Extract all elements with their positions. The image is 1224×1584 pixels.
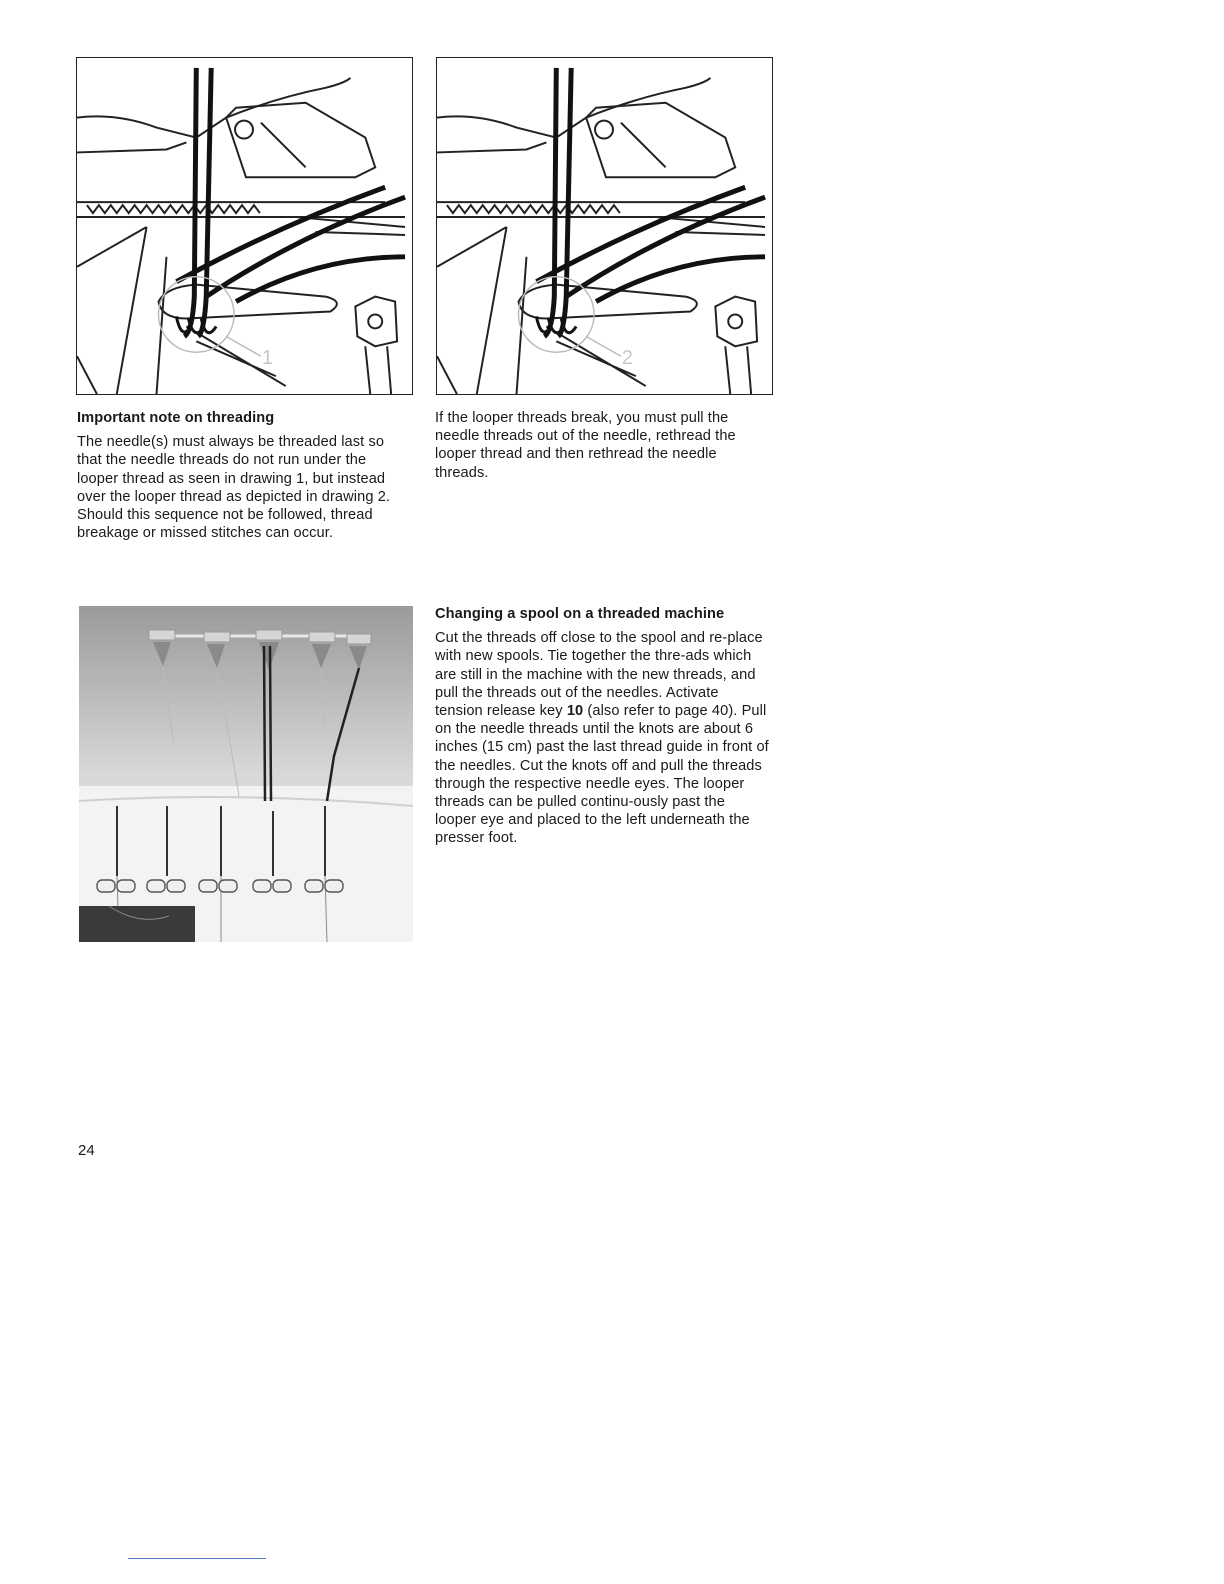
important-note-heading: Important note on threading: [77, 410, 275, 426]
drawing-1-callout: 1: [261, 347, 273, 370]
tension-release-key-number: 10: [566, 703, 584, 720]
spool-change-heading: Changing a spool on a threaded machine: [435, 606, 725, 622]
looper-break-body: If the looper threads break, you must pull the needle threads out of the needle, rethread the looper thread and then rethread the needle threads.: [435, 410, 736, 481]
spool-change-section: [435, 605, 770, 848]
threading-illustration-1: [77, 58, 412, 394]
spool-change-body: [435, 629, 770, 847]
machine-photo: [79, 606, 413, 942]
page-number: 24: [78, 1142, 95, 1159]
spool-change-text-1: Cut the threads off close to the spool and re-place with new spools. Tie together the thre-ads which are still in the machine with the new threads, and pull the threads out of the needles. Activate tension release key: [435, 630, 763, 720]
threading-drawing-1: [76, 57, 413, 395]
spool-change-text-2: (also refer to page 40). Pull on the needle threads until the knots are about 6 inches (15 cm) past the last thread guide in front of the needles. Cut the knots off and pull the threads through the respective needle eyes. The looper threads can be pulled continu-ously past the looper eye and placed to the left underneath the presser foot.: [435, 703, 769, 847]
machine-photo-image: [79, 606, 413, 942]
threading-illustration-2: [437, 58, 772, 394]
looper-break-section: [435, 409, 765, 482]
footer-rule: [128, 1558, 266, 1559]
important-note-section: [77, 409, 407, 542]
threading-drawing-2: [436, 57, 773, 395]
drawing-2-callout: 2: [621, 347, 633, 370]
important-note-body: The needle(s) must always be threaded last so that the needle threads do not run under the looper thread as seen in drawing 1, but instead over the looper thread as depicted in drawing 2. Should this sequence not be followed, thread breakage or missed stitches can occur.: [77, 434, 391, 542]
